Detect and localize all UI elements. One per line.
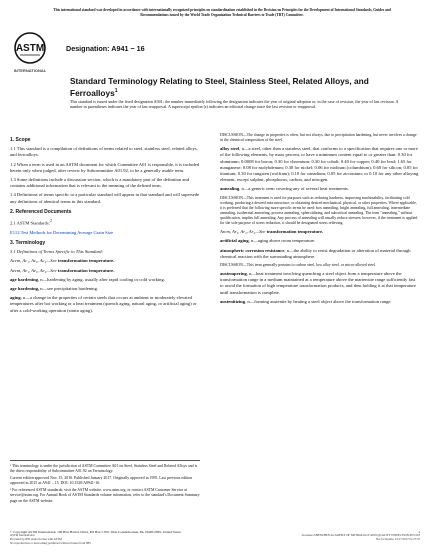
logo-caption: INTERNATIONAL [13, 68, 47, 73]
section-referenced-docs-heading: 2. Referenced Documents [10, 208, 72, 215]
standard-note: This standard is issued under the fixed designation A941; the number immediately following the designation indicates the year of original adoption or, in the case of revision, the year of last revision. A number in parentheses indicates the year of last reapproval. A superscript epsilon (ε) indicates an editorial change since the last revision or reapproval. [70, 99, 399, 110]
term-age-hardening [10, 277, 200, 283]
discussion-aging: DISCUSSION—The change in properties is often, but not always, due to precipitation hardening, but never involves a change in the chemical composition of the steel. [220, 133, 417, 143]
term-austenitizing-def: , n—forming austenite by heating a steel object above the transformation range. [245, 298, 392, 304]
term-ar-name: Arcm, Ar₁, Ar₃, Ar₄—See [220, 229, 266, 235]
footer-copyright: © Copyright ASTM International, 100 Barr Harbor Drive, PO Box C700, West Conshohocken, PA 19428-2959. United States [10, 530, 181, 534]
svg-text:ASTM: ASTM [15, 43, 45, 54]
term-age-hardening-def: , n—hardening by aging, usually after rapid cooling or cold working. [37, 276, 165, 282]
term-ae-name: Aecm, Ae₁, Ae₃, Ae₄—See [10, 267, 57, 273]
term-age-hardening-name: age hardening [10, 276, 38, 282]
right-column [220, 133, 419, 308]
term-annealing-def: , n—a generic term covering any of several heat treatments. [239, 186, 349, 192]
term-age-hardening-2 [10, 286, 200, 292]
term-annealing [220, 186, 419, 192]
para-1-1: 1.1 This standard is a compilation of definitions of terms related to steel, stainless steel, related alloys, and ferroalloys. [10, 146, 198, 158]
term-austenitizing-name: austenitizing [220, 298, 246, 304]
para-2-1 [10, 218, 200, 227]
term-aging [10, 295, 200, 314]
term-ar [220, 229, 419, 235]
footnotes [10, 460, 200, 504]
term-ac-see[interactable]: transformation temperature. [57, 258, 115, 264]
term-annealing-name: annealing [220, 186, 240, 192]
term-alloy-steel [220, 146, 419, 183]
term-austempering-def: , n—heat treatment involving quenching a steel object from a temperature above the transformation range in a medium maintained at a temperature above the martensite range sufficiently fast to avoid the formation of high temperature transformation products, and then holding it at that temperature until transformation is complete. [220, 271, 416, 295]
term-age-hardening-2-def: n—see precipitation hardening. [39, 285, 99, 291]
astm-logo [10, 30, 50, 70]
ref-e112-link[interactable]: E112 Test Methods for Determining Average Grain Size [10, 229, 114, 235]
term-atmospheric-corrosion [220, 248, 419, 260]
page-title [70, 76, 370, 98]
designation: Designation: A941 − 16 [66, 44, 145, 53]
term-atmospheric-corrosion-name: atmospheric corrosion resistance [220, 247, 285, 253]
term-austempering [220, 271, 419, 296]
footer-license-row [10, 534, 420, 545]
footer-provider: ASTM International Provided by IHS under license with ASTM No reproduction or networking permitted without license from IHS [10, 533, 91, 545]
para-2-1-text: 2.1 ASTM Standards: [10, 220, 50, 226]
footnote-2-mark: 2 [49, 219, 52, 224]
term-ae-see[interactable]: transformation temperature. [57, 267, 115, 273]
term-age-hardening-2-name: age hardening, [10, 285, 40, 291]
term-austempering-name: austempering [220, 271, 247, 277]
wto-notice: This international standard was developed in accordance with internationally recognized principles on standardization established in the Decision on Principles for the Development of International Standards, Guides and Recommendations issued by the World Trade Organization Technical Barriers to Trade (TBT) Committee. [53, 8, 391, 17]
para-3-1: 3.1 Definitions of Terms Specific to This Standard: [10, 249, 104, 255]
para-1-2: 1.2 When a term is used in an ASTM document for which Committee A01 is responsible, it is included herein only when judged, after review by Subcommittee A01.92, to be a generally usable term. [10, 161, 199, 173]
left-column [10, 133, 200, 317]
astm-logo-mark [10, 30, 50, 72]
footnote-1b: Current edition approved Nov. 15, 2016. Published January 2017. Originally approved in 1995. Last previous edition approved in 2015 as A941 – 15. DOI: 10.1520/A0941-16. [10, 476, 193, 486]
term-ar-see[interactable]: transformation temperature. [266, 229, 324, 235]
term-alloy-steel-def: , n—a steel, other than a stainless steel, that conforms to a specification that requires one or more of the following elements, by mass percent, to have a minimum content equal to or greater than: 0.30 for aluminum; 0.0008 for boron; 0.30 for chromium; 0.30 for cobalt; 0.40 for copper; 0.40 for lead; 1.65 for manganese; 0.08 for molybdenum; 0.30 for nickel; 0.06 for niobium (columbium); 0.60 for silicon; 0.05 for titanium; 0.30 for tungsten (wolfram); 0.10 for vanadium; 0.05 for zirconium; or 0.10 for any other alloying element, except sulphur, phosphorus, carbon, and nitrogen. [220, 146, 419, 183]
discussion-atmospheric: DISCUSSION—This term generally pertains to carbon steel, low alloy steel, or micro-alloyed steel. [220, 262, 376, 267]
discussion-annealing: DISCUSSION—This treatment is used for purposes such as reducing hardness, improving machinability, facilitating cold working, producing a desired microstructure, or obtaining desired mechanical, physical, or other properties. Where applicable, it is preferred that the following more specific terms be used: box annealing, bright annealing, full annealing, intermediate annealing, isothermal annealing, process annealing, spheroidizing, and subcritical annealing. The term "annealing," without qualification, implies full annealing. Any process of annealing will usually reduce stresses; however, if the treatment is applied for the sole purpose of stress reduction, it should be designated stress relieving. [220, 195, 418, 226]
section-terminology-heading: 3. Terminology [10, 239, 46, 246]
para-1-3: 1.3 Some definitions include a discussion section, which is a mandatory part of the definition and contains additional information that is relevant to the meaning of the defined term. [10, 177, 189, 189]
term-aging-def: , n—a change in the properties of certain steels that occurs at ambient or moderately elevated temperatures after hot working or a heat treatment (quench aging, natural aging, or artificial aging) or after a cold-working operation (strain aging). [10, 295, 197, 313]
term-atmospheric-corrosion-def: , n—the ability to resist degradation or alteration of material through chemical reaction with the surrounding atmosphere. [220, 247, 411, 259]
term-ac-rest: cm, Ac₁, Ac₃, Ac₄—See [14, 258, 57, 264]
footnote-2: ² For referenced ASTM standards, visit the ASTM website, www.astm.org, or contact ASTM Customer Service at service@astm.org. For Annual Book of ASTM Standards volume information, refer to the standard's Document Summary page on the ASTM website. [10, 488, 200, 503]
footer-licensee: Licensee=SHENZHEN ACADEMY OF METROLOGY AND QUALITY INSPECTION 6672118 Not for Resale, 01/17/2017 01:27:55 [301, 533, 420, 542]
term-artificial-aging-def: , n—aging above room temperature. [248, 238, 316, 244]
term-ae [10, 268, 200, 274]
footnote-1: ¹ This terminology is under the jurisdiction of ASTM Committee A01 on Steel, Stainless Steel and Related Alloys and is the direct responsibility of Subcommittee A01.92 on Terminology. [10, 464, 198, 474]
term-aging-name: aging [10, 295, 21, 301]
term-alloy-steel-name: alloy steel [220, 146, 240, 152]
term-ac [10, 258, 200, 264]
term-austenitizing [220, 299, 419, 305]
term-ac-name: Ac [10, 258, 15, 264]
title-text: Standard Terminology Relating to Steel, Stainless Steel, Related Alloys, and Ferroalloys [70, 76, 369, 98]
section-scope-heading: 1. Scope [10, 137, 31, 143]
title-footnote-mark: 1 [114, 88, 118, 94]
term-artificial-aging-name: artificial aging [220, 238, 249, 244]
page-number: 1 [418, 530, 420, 534]
term-artificial-aging [220, 238, 419, 244]
para-1-4: 1.4 Definitions of terms specific to a particular standard will appear in that standard and will supersede any definitions of identical terms in this standard. [10, 192, 200, 204]
page-footer [10, 530, 420, 546]
